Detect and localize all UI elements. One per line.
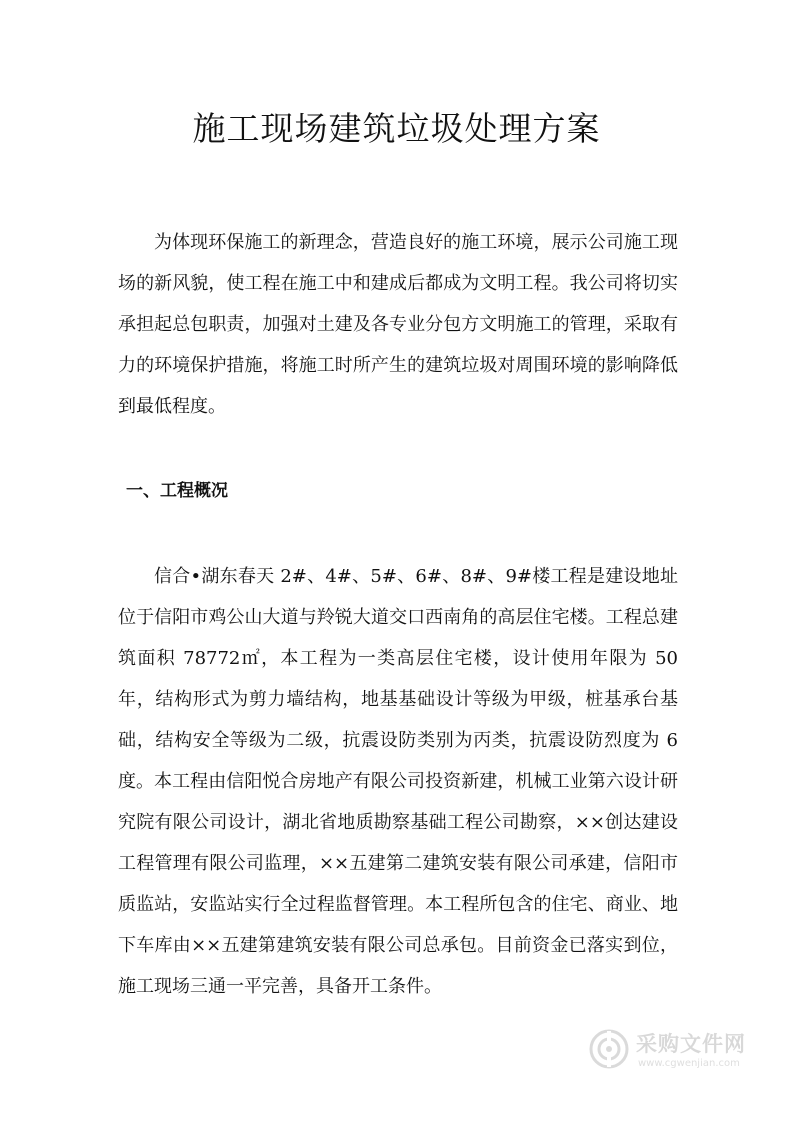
section-heading: 一、工程概况 bbox=[126, 481, 228, 501]
document-title: 施工现场建筑垃圾处理方案 bbox=[192, 109, 601, 148]
cgwenjian-logo-icon bbox=[588, 1028, 630, 1070]
intro-paragraph: 为体现环保施工的新理念，营造良好的施工环境，展示公司施工现场的新风貌，使工程在施工中和建成后都成为文明工程。我公司将切实承担起总包职责，加强对土建及各专业分包方文明施工的管理，采取有力的环境保护措施，将施工时所产生的建筑垃圾对周围环境的影响降低到最低程度。 bbox=[118, 232, 678, 417]
project-overview-paragraph: 信合•湖东春天 2#、4#、5#、6#、8#、9#楼工程是建设地址位于信阳市鸡公山大道与羚锐大道交口西南角的高层住宅楼。工程总建筑面积 78772㎡，本工程为一类高层住宅楼，设计使用年限为 50 年，结构形式为剪力墙结构，地基基础设计等级为甲级，桩基承台基础，结构安全等级为二级，抗震设防类别为丙类，抗震设防烈度为 6 度。 bbox=[118, 566, 678, 792]
watermark-url: www.cgwenjian.com bbox=[638, 1058, 740, 1069]
watermark bbox=[588, 1024, 758, 1076]
project-parties-paragraph: 本工程由信阳悦合房地产有限公司投资新建，机械工业第六设计研究院有限公司设计，湖北省地质勘察基础工程公司勘察，××创达建设工程管理有限公司监理，××五建第二建筑安装有限公司承建，信阳市质监站，安监站实行全过程监督管理。本工程所包含的住宅、商业、地下车库由××五建第建筑安装有限公司总承包。目前资金已落实到位，施工现场三通一平完善，具备开工条件。 bbox=[118, 771, 678, 997]
watermark-site-name: 采购文件网 bbox=[636, 1032, 746, 1056]
